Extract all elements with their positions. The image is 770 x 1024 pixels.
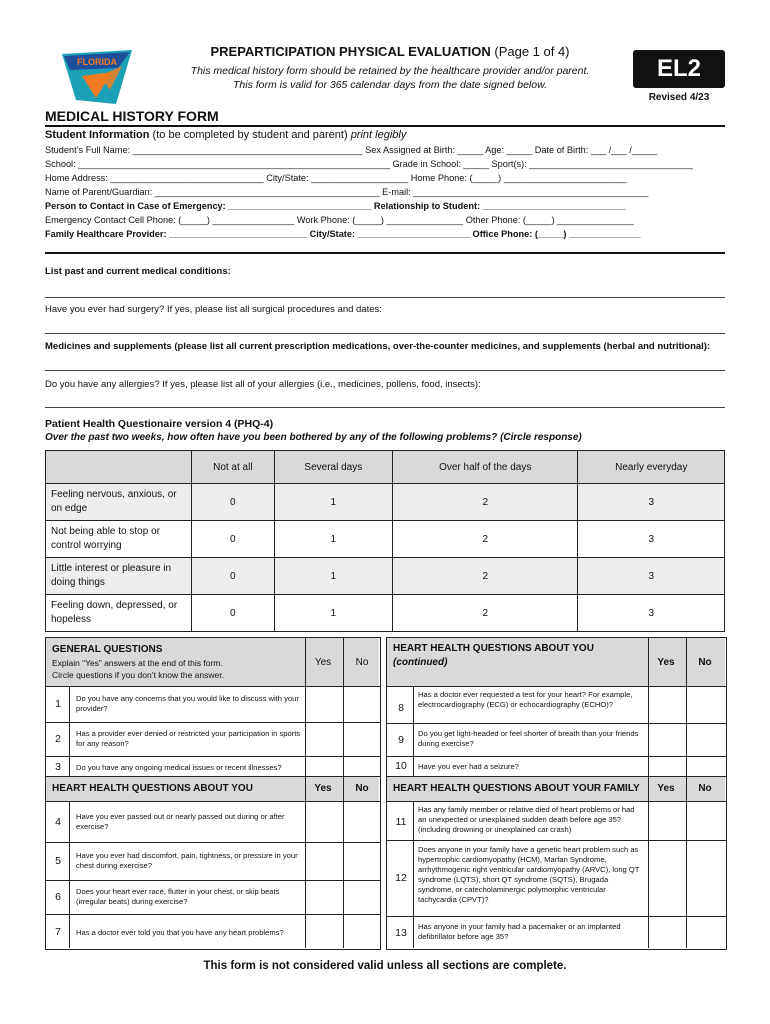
- subtitle-line-1: This medical history form should be retained by the healthcare provider and/or parent.: [190, 65, 590, 77]
- yes-col-divider: [648, 638, 649, 948]
- surgery-question: Have you ever had surgery? If yes, please list all surgical procedures and dates:: [45, 304, 382, 315]
- phq-corner: [46, 451, 192, 484]
- medicines-answer-line[interactable]: [45, 370, 725, 371]
- row-divider: [45, 842, 380, 843]
- home-address-line[interactable]: Home Address: ______________________________ City/State: ___________________ Home Phone: (_____) ________________________: [45, 173, 627, 183]
- general-note-1: Explain “Yes” answers at the end of this form.: [52, 658, 223, 668]
- num-col-divider: [69, 801, 70, 948]
- phq-response[interactable]: 0: [192, 558, 275, 595]
- phq-row-label: Feeling down, depressed, or hopeless: [46, 595, 192, 632]
- phq-response[interactable]: 3: [578, 558, 725, 595]
- title-divider: [45, 125, 725, 127]
- phq-response[interactable]: 2: [393, 558, 578, 595]
- row-divider: [386, 723, 726, 724]
- medical-history-title: MEDICAL HISTORY FORM: [45, 108, 219, 124]
- row-divider: [386, 686, 726, 687]
- heart-question: Have you ever had a seizure?: [418, 762, 519, 771]
- heart-you-heading: HEART HEALTH QUESTIONS ABOUT YOU: [52, 783, 253, 794]
- row-divider: [386, 840, 726, 841]
- emergency-contact-line[interactable]: Person to Contact in Case of Emergency: ____________________________ Relationship to Student: ____________________________: [45, 201, 626, 211]
- question-number: 7: [55, 926, 61, 938]
- question-number: 11: [395, 816, 407, 828]
- page-indicator: (Page 1 of 4): [494, 44, 570, 59]
- phq-response[interactable]: 0: [192, 521, 275, 558]
- heart-cont-heading: HEART HEALTH QUESTIONS ABOUT YOU: [393, 643, 594, 654]
- heart-you-yes-header: Yes: [314, 783, 332, 794]
- student-name-line[interactable]: Student’s Full Name: _____________________________________________ Sex Assigned at Birth: _____ Age: _____ Date of Birth: ___ /___ /_____: [45, 145, 658, 155]
- row-divider: [386, 801, 726, 802]
- phq-header-row: [46, 451, 725, 484]
- phq-response[interactable]: 0: [192, 595, 275, 632]
- fhsaa-logo: [52, 46, 138, 108]
- yes-col-divider: [305, 638, 306, 948]
- row-divider: [45, 722, 380, 723]
- form-code-badge: EL2: [633, 50, 725, 88]
- no-col-divider: [686, 638, 687, 948]
- phq-response[interactable]: 1: [274, 521, 392, 558]
- heart-question: Has a doctor ever requested a test for your heart? For example, electrocardiography (ECG) or echocardiography (ECHO)?: [418, 690, 633, 709]
- medicines-question: Medicines and supplements (please list all current prescription medications, over-the-counter medicines, and supplements (herbal and nutritional):: [45, 341, 711, 352]
- question-number: 8: [398, 702, 404, 714]
- phq-row: [46, 521, 725, 558]
- question-number: 6: [55, 891, 61, 903]
- phq-response[interactable]: 2: [393, 595, 578, 632]
- phq-row-label: Feeling nervous, anxious, or on edge: [46, 484, 192, 521]
- heart-question: Have you ever had discomfort, pain, tightness, or pressure in your chest during exercise?: [76, 851, 298, 870]
- question-number: 3: [55, 761, 61, 773]
- general-question: Has a provider ever denied or restricted your participation in sports for any reason?: [76, 729, 301, 748]
- general-question: Do you have any ongoing medical issues or recent illnesses?: [76, 763, 282, 772]
- heart-cont-yes-header: Yes: [657, 657, 675, 668]
- heart-cont-subheading: (continued): [393, 657, 448, 668]
- phq-response[interactable]: 0: [192, 484, 275, 521]
- general-question: Do you have any concerns that you would like to discuss with your provider?: [76, 694, 299, 713]
- conditions-answer-line[interactable]: [45, 297, 725, 298]
- row-divider: [45, 756, 380, 757]
- general-yes-header: Yes: [314, 657, 332, 668]
- heart-cont-no-header: No: [698, 657, 712, 668]
- question-number: 5: [55, 855, 61, 867]
- form-header-title: [160, 44, 620, 59]
- phq-response[interactable]: 1: [274, 595, 392, 632]
- emergency-phone-line[interactable]: Emergency Contact Cell Phone: (_____) ________________ Work Phone: (_____) _______________ Other Phone: (_____) _______________: [45, 215, 634, 225]
- heart-question: Do you get light-headed or feel shorter of breath than your friends during exercise?: [418, 729, 639, 748]
- row-divider: [45, 914, 380, 915]
- num-col-divider: [413, 801, 414, 948]
- conditions-question: List past and current medical conditions:: [45, 266, 231, 277]
- phq-subtitle: Over the past two weeks, how often have you been bothered by any of the following problems? (Circle response): [45, 432, 582, 443]
- question-number: 12: [395, 872, 407, 884]
- phq-row-label: Little interest or pleasure in doing things: [46, 558, 192, 595]
- phq-response[interactable]: 3: [578, 484, 725, 521]
- form-main-title: PREPARTICIPATION PHYSICAL EVALUATION: [210, 44, 491, 59]
- phq-row: [46, 484, 725, 521]
- logo-text: FLORIDA: [77, 57, 117, 67]
- phq-title: Patient Health Questionaire version 4 (PHQ-4): [45, 418, 274, 430]
- num-col-divider: [69, 686, 70, 776]
- phq-col-several-days: Several days: [274, 451, 392, 484]
- phq-table: [45, 450, 725, 632]
- student-info-instruction: (to be completed by student and parent): [149, 129, 351, 141]
- general-no-header: No: [355, 657, 369, 668]
- phq-col-not-at-all: Not at all: [192, 451, 275, 484]
- heart-question: Have you ever passed out or nearly passed out during or after exercise?: [76, 812, 285, 831]
- family-question: Has any family member or relative died of heart problems or had an unexpected or unexplained sudden death before age 35? (including drowning or unexplained car crash): [418, 805, 635, 834]
- row-divider: [45, 801, 380, 802]
- student-info-heading: [45, 129, 406, 141]
- question-number: 1: [55, 698, 61, 710]
- general-note-2: Circle questions if you don’t know the answer.: [52, 670, 224, 680]
- subtitle-line-2: This form is valid for 365 calendar days from the date signed below.: [233, 79, 547, 91]
- phq-col-over-half: Over half of the days: [393, 451, 578, 484]
- student-info-divider: [45, 252, 725, 254]
- question-number: 13: [395, 927, 407, 939]
- phq-response[interactable]: 1: [274, 558, 392, 595]
- question-number: 2: [55, 733, 61, 745]
- heart-family-no-header: No: [698, 783, 712, 794]
- row-divider: [386, 916, 726, 917]
- phq-row: [46, 595, 725, 632]
- validity-footer: This form is not considered valid unless all sections are complete.: [203, 960, 567, 972]
- num-col-divider: [413, 686, 414, 776]
- parent-guardian-line[interactable]: Name of Parent/Guardian: ____________________________________________ E-mail: ______________________________________________: [45, 187, 649, 197]
- form-subtitle: [150, 64, 630, 92]
- phq-col-nearly-everyday: Nearly everyday: [578, 451, 725, 484]
- no-col-divider: [343, 638, 344, 948]
- heart-question: Has a doctor ever told you that you have any heart problems?: [76, 928, 284, 937]
- phq-response[interactable]: 2: [393, 521, 578, 558]
- general-questions-heading: GENERAL QUESTIONS: [52, 644, 163, 655]
- student-info-label: Student Information: [45, 129, 150, 141]
- school-line[interactable]: School: _____________________________________________________________ Grade in School: _____ Sport(s): ________________________________: [45, 159, 693, 169]
- surgery-answer-line[interactable]: [45, 333, 725, 334]
- row-divider: [45, 880, 380, 881]
- heart-family-yes-header: Yes: [657, 783, 675, 794]
- heart-family-heading: HEART HEALTH QUESTIONS ABOUT YOUR FAMILY: [393, 783, 640, 794]
- question-number: 4: [55, 816, 61, 828]
- phq-row-label: Not being able to stop or control worrying: [46, 521, 192, 558]
- phq-response[interactable]: 3: [578, 595, 725, 632]
- healthcare-provider-line[interactable]: Family Healthcare Provider: ___________________________ City/State: ______________________ Office Phone: (_____) ______________: [45, 229, 641, 239]
- revised-date: Revised 4/23: [648, 92, 710, 103]
- question-number: 10: [395, 760, 407, 772]
- allergies-question: Do you have any allergies? If yes, please list all of your allergies (i.e., medicines, pollens, food, insects):: [45, 379, 481, 390]
- family-question: Has anyone in your family had a pacemaker or an implanted defibrillator before age 35?: [418, 922, 621, 941]
- row-divider: [386, 756, 726, 757]
- print-legibly-note: print legibly: [350, 129, 407, 141]
- phq-response[interactable]: 1: [274, 484, 392, 521]
- phq-response[interactable]: 3: [578, 521, 725, 558]
- family-question: Does anyone in your family have a genetic heart problem such as hypertrophic cardiomyopathy (HCM), Marfan Syndrome, arrhythmogenic right ventricular cardiomyopathy (ARVC), long QT syndrome (LQTS), short QT syndrome (SQTS), Brugada syndrome, or catecholaminergic polymorphic ventricular tachycardia (CPVT)?: [418, 845, 640, 904]
- phq-row: [46, 558, 725, 595]
- question-number: 9: [398, 734, 404, 746]
- row-divider: [45, 686, 380, 687]
- phq-response[interactable]: 2: [393, 484, 578, 521]
- heart-question: Does your heart ever race, flutter in your chest, or skip beats (irregular beats) during exercise?: [76, 887, 280, 906]
- heart-you-no-header: No: [355, 783, 369, 794]
- allergies-answer-line[interactable]: [45, 407, 725, 408]
